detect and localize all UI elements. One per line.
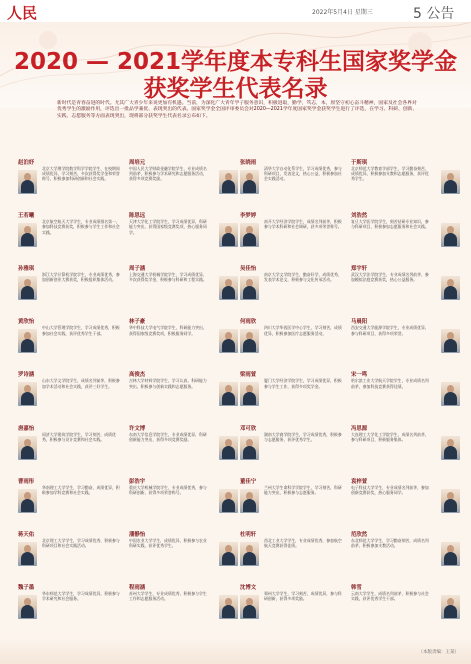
student-card	[129, 531, 238, 583]
student-description: 南开大学经济学院学生，成绩名列前茅，积极参与学术科研和社会调研，获多项荣誉称号。	[264, 219, 342, 230]
intro-paragraph: 新时代是青春奋进的时代。尤其广大青少年来说更加有机遇。当前，为深化广大青年学子服务意识，积极进取，勤学，笃志，本，原坚守初心奋斗精神，国家及社会各界对优秀学生的激励作用，评选出一批品学兼优、表现突出的代表。国家奖学金全国评审委员会对2020—2021学年度国家奖学金获奖学生进行了评选，在学习、科研、创新、实践、志愿服务等方面表现突出，现将部分获奖学生代表名录公布如下。	[57, 101, 418, 119]
student-photo	[441, 329, 460, 353]
student-name: 魏子墨	[18, 584, 35, 591]
student-description: 重庆大学机械学院学生，专业成绩优秀，参与科研创新，获得多项荣誉称号。	[129, 484, 207, 495]
student-card	[18, 318, 127, 370]
student-photo	[441, 170, 460, 194]
student-name: 曹雨彤	[18, 478, 35, 485]
student-name: 周培元	[129, 160, 146, 166]
student-description: 华南理工大学学生，学习勤奋，成绩优异，积极参加学科竞赛和社会实践。	[42, 484, 120, 495]
student-description: 武汉大学法学院学生，专业成绩名列前茅，参加模拟法庭竞赛获奖，热心公益服务。	[351, 272, 429, 283]
student-card	[18, 212, 127, 264]
student-photo	[441, 595, 460, 619]
student-card	[18, 425, 127, 477]
student-photo	[219, 436, 238, 460]
student-name: 马晨阳	[351, 319, 368, 326]
student-photo	[18, 382, 37, 406]
student-card	[18, 531, 127, 583]
student-name: 黄欣怡	[18, 319, 35, 326]
student-photo	[219, 170, 238, 194]
student-photo	[441, 436, 460, 460]
student-card	[240, 371, 349, 423]
student-name: 高俊杰	[129, 372, 146, 379]
student-name: 邓可欣	[240, 425, 257, 432]
student-card	[18, 371, 127, 423]
student-photo	[441, 223, 460, 247]
student-card	[129, 159, 238, 211]
student-description: 电子科技大学学生，专业成绩名列前茅，参加创新竞赛获奖，热心服务同学。	[351, 484, 429, 495]
student-description: 浙江大学计算机学院学生，专业成绩优秀，参加创新创业大赛获奖，积极组织集体活动。	[42, 272, 120, 283]
student-photo	[240, 489, 259, 513]
page-title-line-1: 2020 — 2021学年度本专科生国家奖学金	[13, 49, 458, 75]
student-name: 周子涵	[129, 266, 146, 273]
student-card	[351, 584, 460, 636]
student-description: 西安交通大学能源学院学生，专业成绩优异，参与科研项目，获得多项荣誉。	[351, 325, 429, 336]
student-photo	[240, 595, 259, 619]
student-card	[351, 425, 460, 477]
student-card	[129, 318, 238, 370]
publication-date: 2022年5月4日 星期三	[312, 9, 373, 16]
student-name: 于斯琪	[351, 160, 368, 166]
student-description: 哈尔滨工业大学航天学院学生，专业成绩名列前茅，参加科技竞赛获得佳绩。	[351, 378, 429, 389]
student-card	[18, 265, 127, 317]
student-card	[240, 212, 349, 264]
student-description: 北京大学理学院数学科学学院学生，在校期间成绩优异，学习刻苦，多次获得奖学金和荣誉称号，积极参加科研创新和社会实践。	[42, 166, 120, 182]
student-photo	[240, 542, 259, 566]
student-description: 山东大学文学院学生，成绩名列前茅，积极参加学术活动和社会实践，获评三好学生。	[42, 378, 120, 389]
student-card	[351, 159, 460, 211]
student-description: 东北师范大学学生，学习勤奋刻苦，成绩名列前茅，积极参加支教活动。	[351, 537, 429, 548]
student-description: 北京航空航天大学学生，专业成绩排名第一，参加科技竞赛获奖，积极参与学生工作和社会实践。	[42, 219, 120, 235]
student-photo	[219, 382, 238, 406]
student-description: 四川大学华西医学中心学生，学习刻苦，成绩优异，积极参加医疗志愿服务活动。	[264, 325, 342, 336]
student-card	[240, 159, 349, 211]
student-description: 复旦大学医学院学生，刻苦钻研专业知识，参与科研项目，积极参加志愿服务和社会实践。	[351, 219, 429, 230]
student-card	[240, 478, 349, 530]
student-name: 冯思源	[351, 425, 368, 432]
student-photo	[240, 329, 259, 353]
student-name: 赵泊妤	[18, 160, 35, 166]
student-card	[351, 212, 460, 264]
student-name: 沈博文	[240, 584, 257, 591]
student-card	[240, 318, 349, 370]
student-photo	[441, 542, 460, 566]
student-description: 郑州大学学生，学习刻苦，成绩优异，参与科研创新，获得多项奖励。	[264, 590, 342, 601]
student-description: 兰州大学生命科学学院学生，学习刻苦，科研能力突出，积极参与志愿服务。	[264, 484, 342, 495]
student-photo	[441, 382, 460, 406]
student-name: 梁雨萱	[240, 372, 257, 379]
student-photo	[441, 276, 460, 300]
student-name: 张晓雨	[240, 160, 257, 166]
footer-note: （本版责编：王某）	[418, 650, 459, 655]
student-description: 厦门大学经济学院学生，学习成绩优异，积极参与学生工作，获得多项奖学金。	[264, 378, 342, 389]
student-name: 宋一鸣	[351, 372, 368, 379]
student-card	[240, 265, 349, 317]
student-description: 华中科技大学电气学院学生，科研能力突出，获得国家级竞赛奖项，积极服务同学。	[129, 325, 207, 336]
student-name: 林子豪	[129, 319, 146, 326]
student-photo	[18, 329, 37, 353]
student-name: 孙雅琪	[18, 266, 35, 273]
student-description: 西北工业大学学生，专业成绩优秀，参加航空航天竞赛获得佳绩。	[264, 537, 342, 548]
student-photo	[18, 542, 37, 566]
student-description: 北京理工大学学生，学习成绩优秀，积极参与科研项目和社会实践活动。	[42, 537, 120, 548]
student-card	[18, 584, 127, 636]
student-name: 韩雪	[351, 584, 362, 591]
student-card	[351, 265, 460, 317]
student-name: 郑宇轩	[351, 266, 368, 273]
student-photo	[240, 436, 259, 460]
student-photo	[18, 489, 37, 513]
student-card	[129, 584, 238, 636]
student-card	[351, 371, 460, 423]
student-photo	[240, 170, 259, 194]
newspaper-masthead	[0, 0, 471, 23]
student-name: 潘静怡	[129, 531, 146, 538]
student-card	[129, 371, 238, 423]
student-description: 中国农业大学学生，成绩优异，积极参与农业科研实践，获评优秀学生。	[129, 537, 207, 548]
student-card	[129, 425, 238, 477]
student-name: 程雨涵	[129, 584, 146, 591]
student-name: 蒋天佑	[18, 531, 35, 538]
student-photo	[219, 595, 238, 619]
student-description: 苏州大学学生，专业成绩优秀，积极参与学生工作和志愿服务活动。	[129, 590, 207, 601]
student-photo	[18, 595, 37, 619]
student-description: 大连理工大学化工学院学生，成绩名列前茅，参与科研项目，积极服务集体。	[351, 431, 429, 442]
student-photo	[219, 489, 238, 513]
student-photo	[441, 489, 460, 513]
student-card	[129, 265, 238, 317]
page-footer	[0, 638, 471, 664]
student-description: 北京师范大学教育学部学生，学习勤奋刻苦，成绩优异，积极参加支教和志愿服务，获评优秀学生。	[351, 166, 429, 182]
student-name: 吴佳怡	[240, 266, 257, 273]
student-photo	[240, 382, 259, 406]
student-name: 罗诗涵	[18, 372, 35, 379]
student-photo	[240, 223, 259, 247]
student-photo	[219, 542, 238, 566]
page-title-line-2: 获奖学生代表名录	[143, 76, 328, 102]
student-name: 刘浩然	[351, 213, 368, 220]
student-name: 王若曦	[18, 213, 35, 220]
newspaper-logo: 人民	[7, 4, 38, 22]
student-card	[129, 212, 238, 264]
student-card	[129, 478, 238, 530]
student-description: 同济大学建筑学院学生，学习刻苦，成绩优秀，积极参与设计竞赛和社会实践。	[42, 431, 116, 442]
student-name: 杜明轩	[240, 531, 257, 538]
student-name: 唐嘉怡	[18, 425, 35, 432]
student-name: 董佳宁	[240, 478, 257, 485]
student-name: 范欣然	[351, 531, 368, 538]
student-name: 李梦婷	[240, 213, 257, 220]
student-name: 许文博	[129, 425, 146, 432]
student-name: 何雨欣	[240, 319, 257, 326]
student-grid	[18, 159, 461, 635]
student-card	[18, 478, 127, 530]
student-description: 中山大学管理学院学生，学习成绩优秀，积极参加社会实践，获评优秀学生干部。	[42, 325, 120, 336]
student-photo	[18, 276, 37, 300]
student-name: 彭浩宇	[129, 478, 146, 485]
student-card	[351, 478, 460, 530]
student-description: 云南大学学生，成绩名列前茅，积极参与社会实践，获评优秀学生干部。	[351, 590, 429, 601]
student-card	[18, 159, 127, 211]
student-description: 东南大学信息学院学生，专业成绩优异，科研创新能力突出，获得多项竞赛奖励。	[129, 431, 207, 442]
student-photo	[18, 223, 37, 247]
student-photo	[219, 276, 238, 300]
student-description: 中国人民大学财政金融学院学生，专业成绩名列前茅，积极参与学术研究和志愿服务活动，获得多项竞赛奖励。	[129, 166, 207, 182]
student-description: 上海交通大学机械学院学生，学习成绩优异，多次获得奖学金，积极参与科研和工程实践。	[129, 272, 207, 283]
student-name: 陈思远	[129, 213, 146, 220]
student-card	[240, 584, 349, 636]
student-description: 湖南大学商学院学生，学习成绩优秀，积极参与志愿服务，获评优秀学生。	[264, 431, 342, 442]
student-description: 吉林大学材料学院学生，学习认真，科研能力突出，积极参与创新实践和志愿服务。	[129, 378, 207, 389]
student-card	[240, 531, 349, 583]
student-card	[351, 531, 460, 583]
student-card	[240, 425, 349, 477]
student-photo	[219, 223, 238, 247]
student-description: 华东师范大学学生，学习成绩优异，积极参与学术研究和社会服务。	[42, 590, 120, 601]
student-photo	[18, 436, 37, 460]
student-description: 天津大学化工学院学生，学习成绩优异，科研能力突出，获得国家级竞赛奖项，热心服务同学。	[129, 219, 207, 235]
page-number: 5 公告	[413, 6, 455, 22]
student-description: 清华大学自动化系学生，学习成绩优秀，参与科研项目，发表论文，热心公益，积极参加社会实践活动。	[264, 166, 342, 182]
student-name: 袁梓萱	[351, 478, 368, 485]
student-photo	[240, 276, 259, 300]
student-photo	[219, 329, 238, 353]
student-card	[351, 318, 460, 370]
student-description: 南京大学文学院学生，勤奋好学，成绩优秀，发表学术论文，积极参与文化传承活动。	[264, 272, 342, 283]
student-photo	[18, 170, 37, 194]
